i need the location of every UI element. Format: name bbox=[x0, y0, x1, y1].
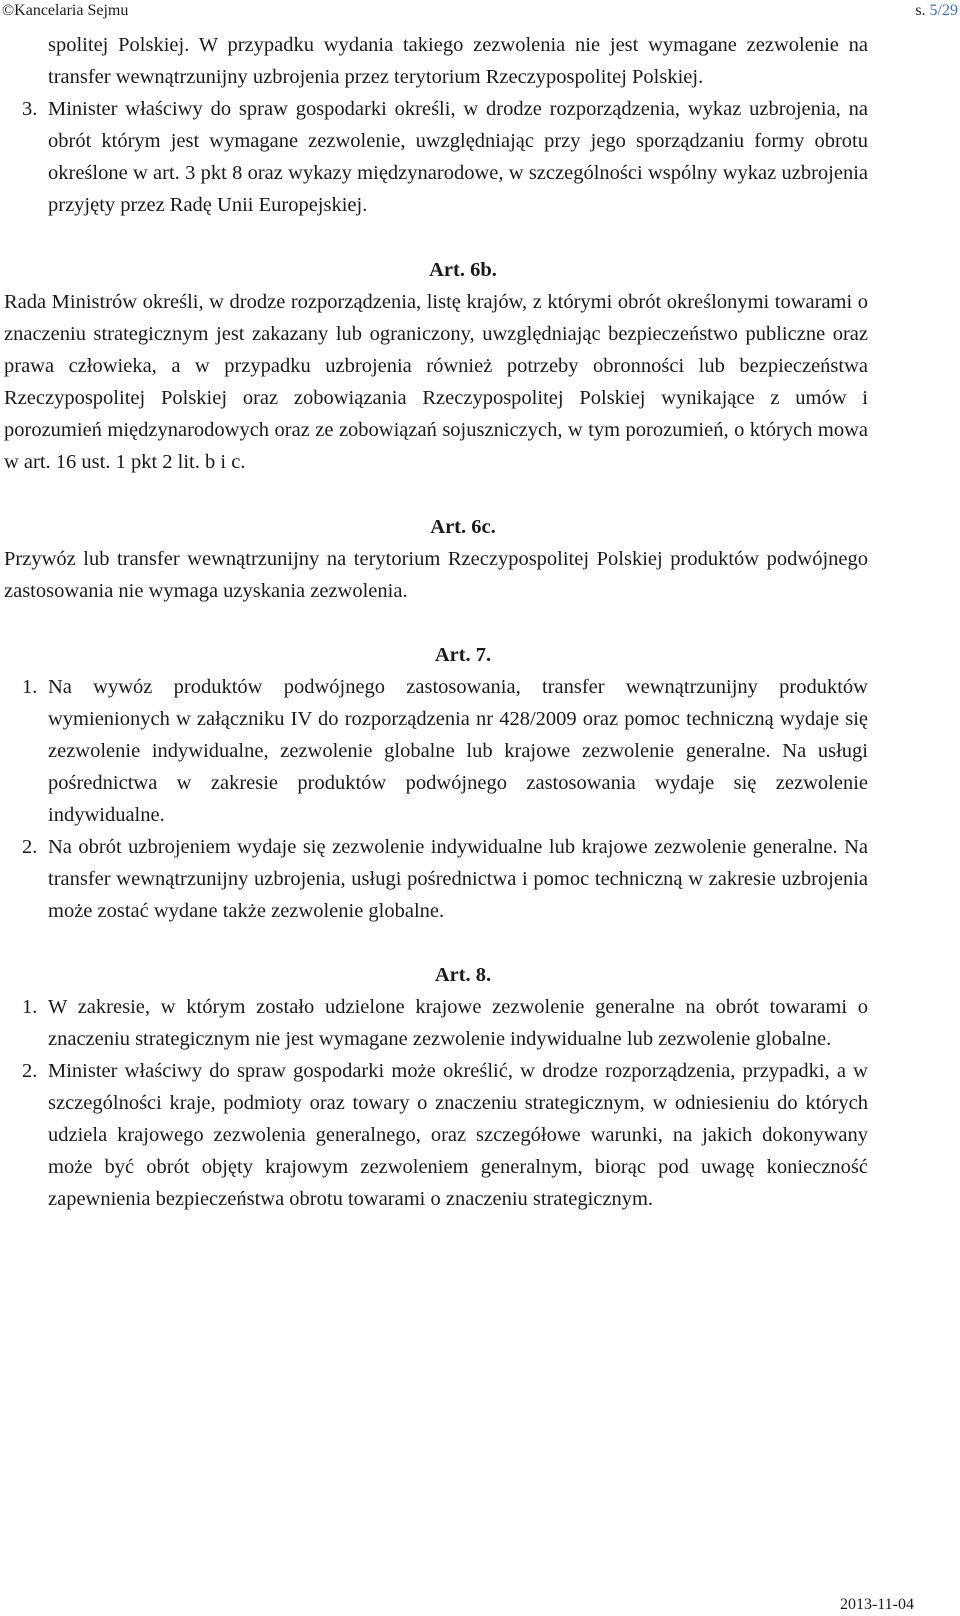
item-text: Na wywóz produktów podwójnego zastosowania, transfer wewnątrzunijny produktów wymienionych w załączniku IV do rozporządzenia nr 428/2009 oraz pomoc techniczną wydaje się zezwolenie indywidualne, zezwolenie globalne lub krajowe zezwolenie generalne. Na usługi pośrednictwa w zakresie produktów podwójnego zastosowania wydaje się zezwolenie indywidualne. bbox=[48, 676, 868, 826]
page-header bbox=[0, 0, 960, 22]
item-number: 1. bbox=[22, 676, 38, 698]
article-6c-heading: Art. 6c. bbox=[430, 516, 496, 538]
item-number: 3. bbox=[22, 98, 38, 120]
page-indicator bbox=[915, 0, 958, 22]
article-6b-heading: Art. 6b. bbox=[429, 259, 497, 281]
page-prefix: s. bbox=[915, 2, 930, 19]
article-8-item-2 bbox=[0, 1055, 960, 1215]
page-footer bbox=[840, 1594, 914, 1616]
item-number: 2. bbox=[22, 1060, 38, 1082]
item-text: Minister właściwy do spraw gospodarki może określić, w drodze rozporządzenia, przypadki, a w szczególności kraje, podmioty oraz towary o znaczeniu strategicznym, w odniesieniu do których udziela krajowego zezwolenia generalnego, oraz szczegółowe warunki, na jakich dokonywany może być obrót objęty krajowym zezwoleniem generalnym, biorąc pod uwagę konieczność zapewnienia bezpieczeństwa obrotu towarami o znaczeniu strategicznym. bbox=[48, 1060, 868, 1210]
article-6c-text: Przywóz lub transfer wewnątrzunijny na terytorium Rzeczypospolitej Polskiej produktów podwójnego zastosowania nie wymaga uzyskania zezwolenia. bbox=[4, 548, 868, 602]
item-number: 2. bbox=[22, 836, 38, 858]
article-8-heading: Art. 8. bbox=[434, 964, 492, 986]
source-label: ©Kancelaria Sejmu bbox=[2, 2, 129, 19]
continued-paragraph: spolitej Polskiej. W przypadku wydania takiego zezwolenia nie jest wymagane zezwolenie na transfer wewnątrzunijny uzbrojenia przez terytorium Rzeczypospolitej Polskiej. bbox=[48, 34, 868, 88]
item-number: 1. bbox=[22, 996, 38, 1018]
article-7-item-1 bbox=[0, 671, 960, 831]
article-8-item-1 bbox=[0, 991, 960, 1055]
article-6b-text: Rada Ministrów określi, w drodze rozporządzenia, listę krajów, z którymi obrót określonymi towarami o znaczeniu strategicznym jest zakazany lub ograniczony, uwzględniając bezpieczeństwo publiczne oraz prawa człowieka, a w przypadku uzbrojenia również potrzeby obronności lub bezpieczeństwa Rzeczypospolitej Polskiej oraz zobowiązania Rzeczypospolitej Polskiej wynikające z umów i porozumień międzynarodowych oraz ze zobowiązań sojuszniczych, w tym porozumień, o których mowa w art. 16 ust. 1 pkt 2 lit. b i c. bbox=[4, 291, 868, 473]
document-date: 2013-11-04 bbox=[839, 1596, 914, 1613]
article-7-heading: Art. 7. bbox=[434, 644, 492, 666]
item-3 bbox=[0, 93, 960, 221]
article-7-item-2 bbox=[0, 831, 960, 927]
item-text: W zakresie, w którym zostało udzielone krajowe zezwolenie generalne na obrót towarami o znaczeniu strategicznym nie jest wymagane zezwolenie indywidualne lub zezwolenie globalne. bbox=[48, 996, 868, 1050]
page-number: 5/29 bbox=[929, 2, 958, 19]
document-body bbox=[0, 29, 960, 1215]
item-text: Na obrót uzbrojeniem wydaje się zezwolenie indywidualne lub krajowe zezwolenie generalne. Na transfer wewnątrzunijny uzbrojenia, usługi pośrednictwa i pomoc techniczną w zakresie uzbrojenia może zostać wydane także zezwolenie globalne. bbox=[48, 836, 868, 922]
item-text: Minister właściwy do spraw gospodarki określi, w drodze rozporządzenia, wykaz uzbrojenia, na obrót którym jest wymagane zezwolenie, uwzględniając przy jego sporządzaniu formy obrotu określone w art. 3 pkt 8 oraz wykazy międzynarodowe, w szczególności wspólny wykaz uzbrojenia przyjęty przez Radę Unii Europejskiej. bbox=[48, 98, 868, 216]
